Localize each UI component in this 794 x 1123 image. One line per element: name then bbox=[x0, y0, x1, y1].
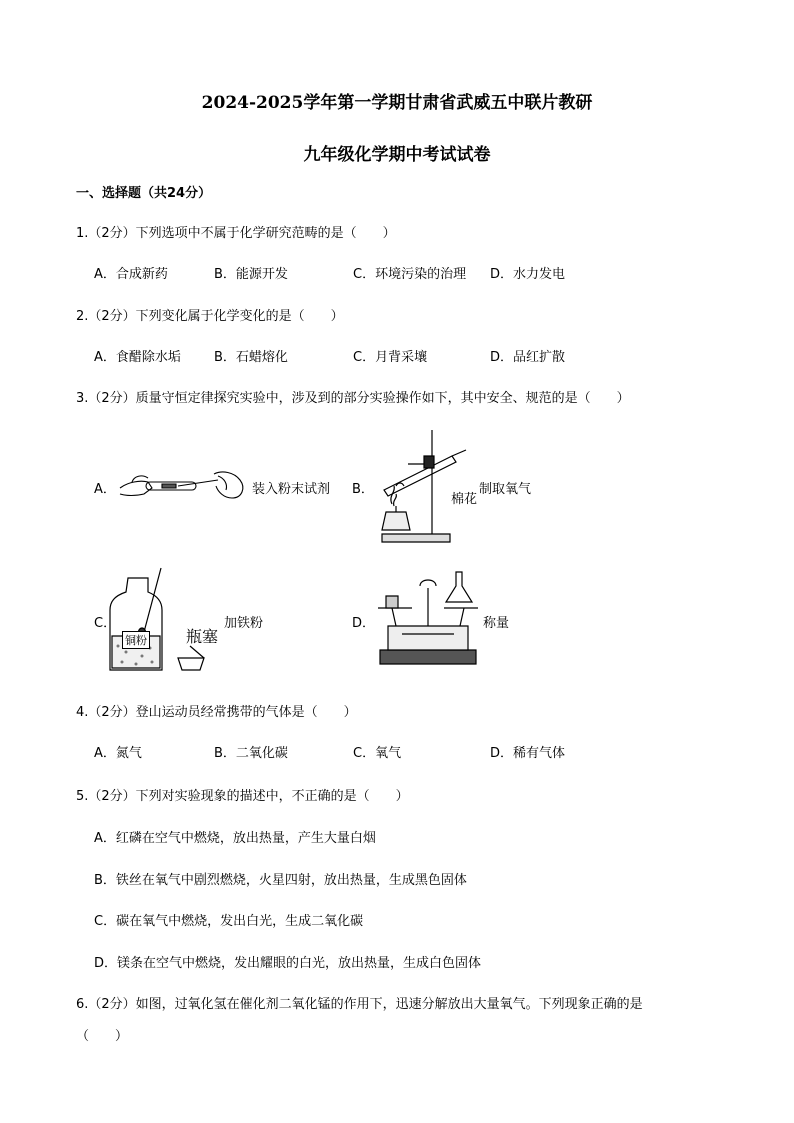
figure-c-bottle-spoon bbox=[106, 566, 219, 674]
question-6-stem: 6.（2分）如图，过氧化氢在催化剂二氧化锰的作用下，迅速分解放出大量氧气。下列现象正确的是 bbox=[76, 997, 643, 1012]
exam-title-line2: 九年级化学期中考试试卷 bbox=[303, 145, 491, 165]
question-3-option-b: B． bbox=[352, 482, 374, 497]
figure-c-label: 加铁粉 bbox=[224, 616, 264, 631]
question-2-option-d: D．品红扩散 bbox=[490, 350, 566, 365]
question-2-stem: 2.（2分）下列变化属于化学变化的是（ ） bbox=[76, 309, 344, 324]
question-4-option-c: C．氧气 bbox=[353, 746, 402, 761]
figure-c-stopper-label: 瓶塞 bbox=[186, 627, 219, 646]
question-3-stem: 3.（2分）质量守恒定律探究实验中，涉及到的部分实验操作如下，其中安全、规范的是（ ） bbox=[76, 391, 630, 406]
question-1-option-b: B．能源开发 bbox=[214, 267, 288, 282]
section-heading: 一、选择题（共24分） bbox=[76, 186, 212, 201]
question-5-option-a: A．红磷在空气中燃烧，放出热量，产生大量白烟 bbox=[94, 831, 376, 846]
question-5-option-c: C．碳在氧气中燃烧，发出白光，生成二氧化碳 bbox=[94, 914, 364, 929]
question-4-option-a: A．氮气 bbox=[94, 746, 142, 761]
question-2-option-a: A．食醋除水垢 bbox=[94, 350, 181, 365]
figure-d-balance bbox=[372, 568, 484, 672]
question-5-option-d: D．镁条在空气中燃烧，发出耀眼的白光，放出热量，生成白色固体 bbox=[94, 956, 482, 971]
question-4-option-d: D．稀有气体 bbox=[490, 746, 566, 761]
question-3-option-d: D． bbox=[352, 616, 376, 631]
question-3-option-a: A． bbox=[94, 482, 116, 497]
figure-d-label: 称量 bbox=[483, 616, 510, 631]
figure-a-powder-loading bbox=[118, 458, 250, 506]
question-2-option-b: B．石蜡熔化 bbox=[214, 350, 288, 365]
figure-b-label: 制取氧气 bbox=[479, 482, 532, 497]
question-1-stem: 1.（2分）下列选项中不属于化学研究范畴的是（ ） bbox=[76, 226, 396, 241]
question-4-option-b: B．二氧化碳 bbox=[214, 746, 288, 761]
question-3-option-c: C． bbox=[94, 616, 117, 631]
figure-c-powder-label: 铜粉 bbox=[122, 631, 150, 649]
question-1-option-c: C．环境污染的治理 bbox=[353, 267, 467, 282]
question-5-option-b: B．铁丝在氧气中剧烈燃烧，火星四射，放出热量，生成黑色固体 bbox=[94, 873, 467, 888]
exam-title-line1: 2024-2025学年第一学期甘肃省武威五中联片教研 bbox=[201, 93, 593, 113]
figure-b-oxygen-setup bbox=[368, 428, 468, 544]
question-1-option-d: D．水力发电 bbox=[490, 267, 566, 282]
question-4-stem: 4.（2分）登山运动员经常携带的气体是（ ） bbox=[76, 705, 357, 720]
figure-b-cotton-label: 棉花 bbox=[451, 492, 478, 507]
question-5-stem: 5.（2分）下列对实验现象的描述中，不正确的是（ ） bbox=[76, 789, 409, 804]
question-6-stem-continued: （ ） bbox=[76, 1029, 129, 1044]
figure-a-label: 装入粉末试剂 bbox=[252, 482, 331, 497]
question-1-option-a: A．合成新药 bbox=[94, 267, 168, 282]
question-2-option-c: C．月背采壤 bbox=[353, 350, 428, 365]
